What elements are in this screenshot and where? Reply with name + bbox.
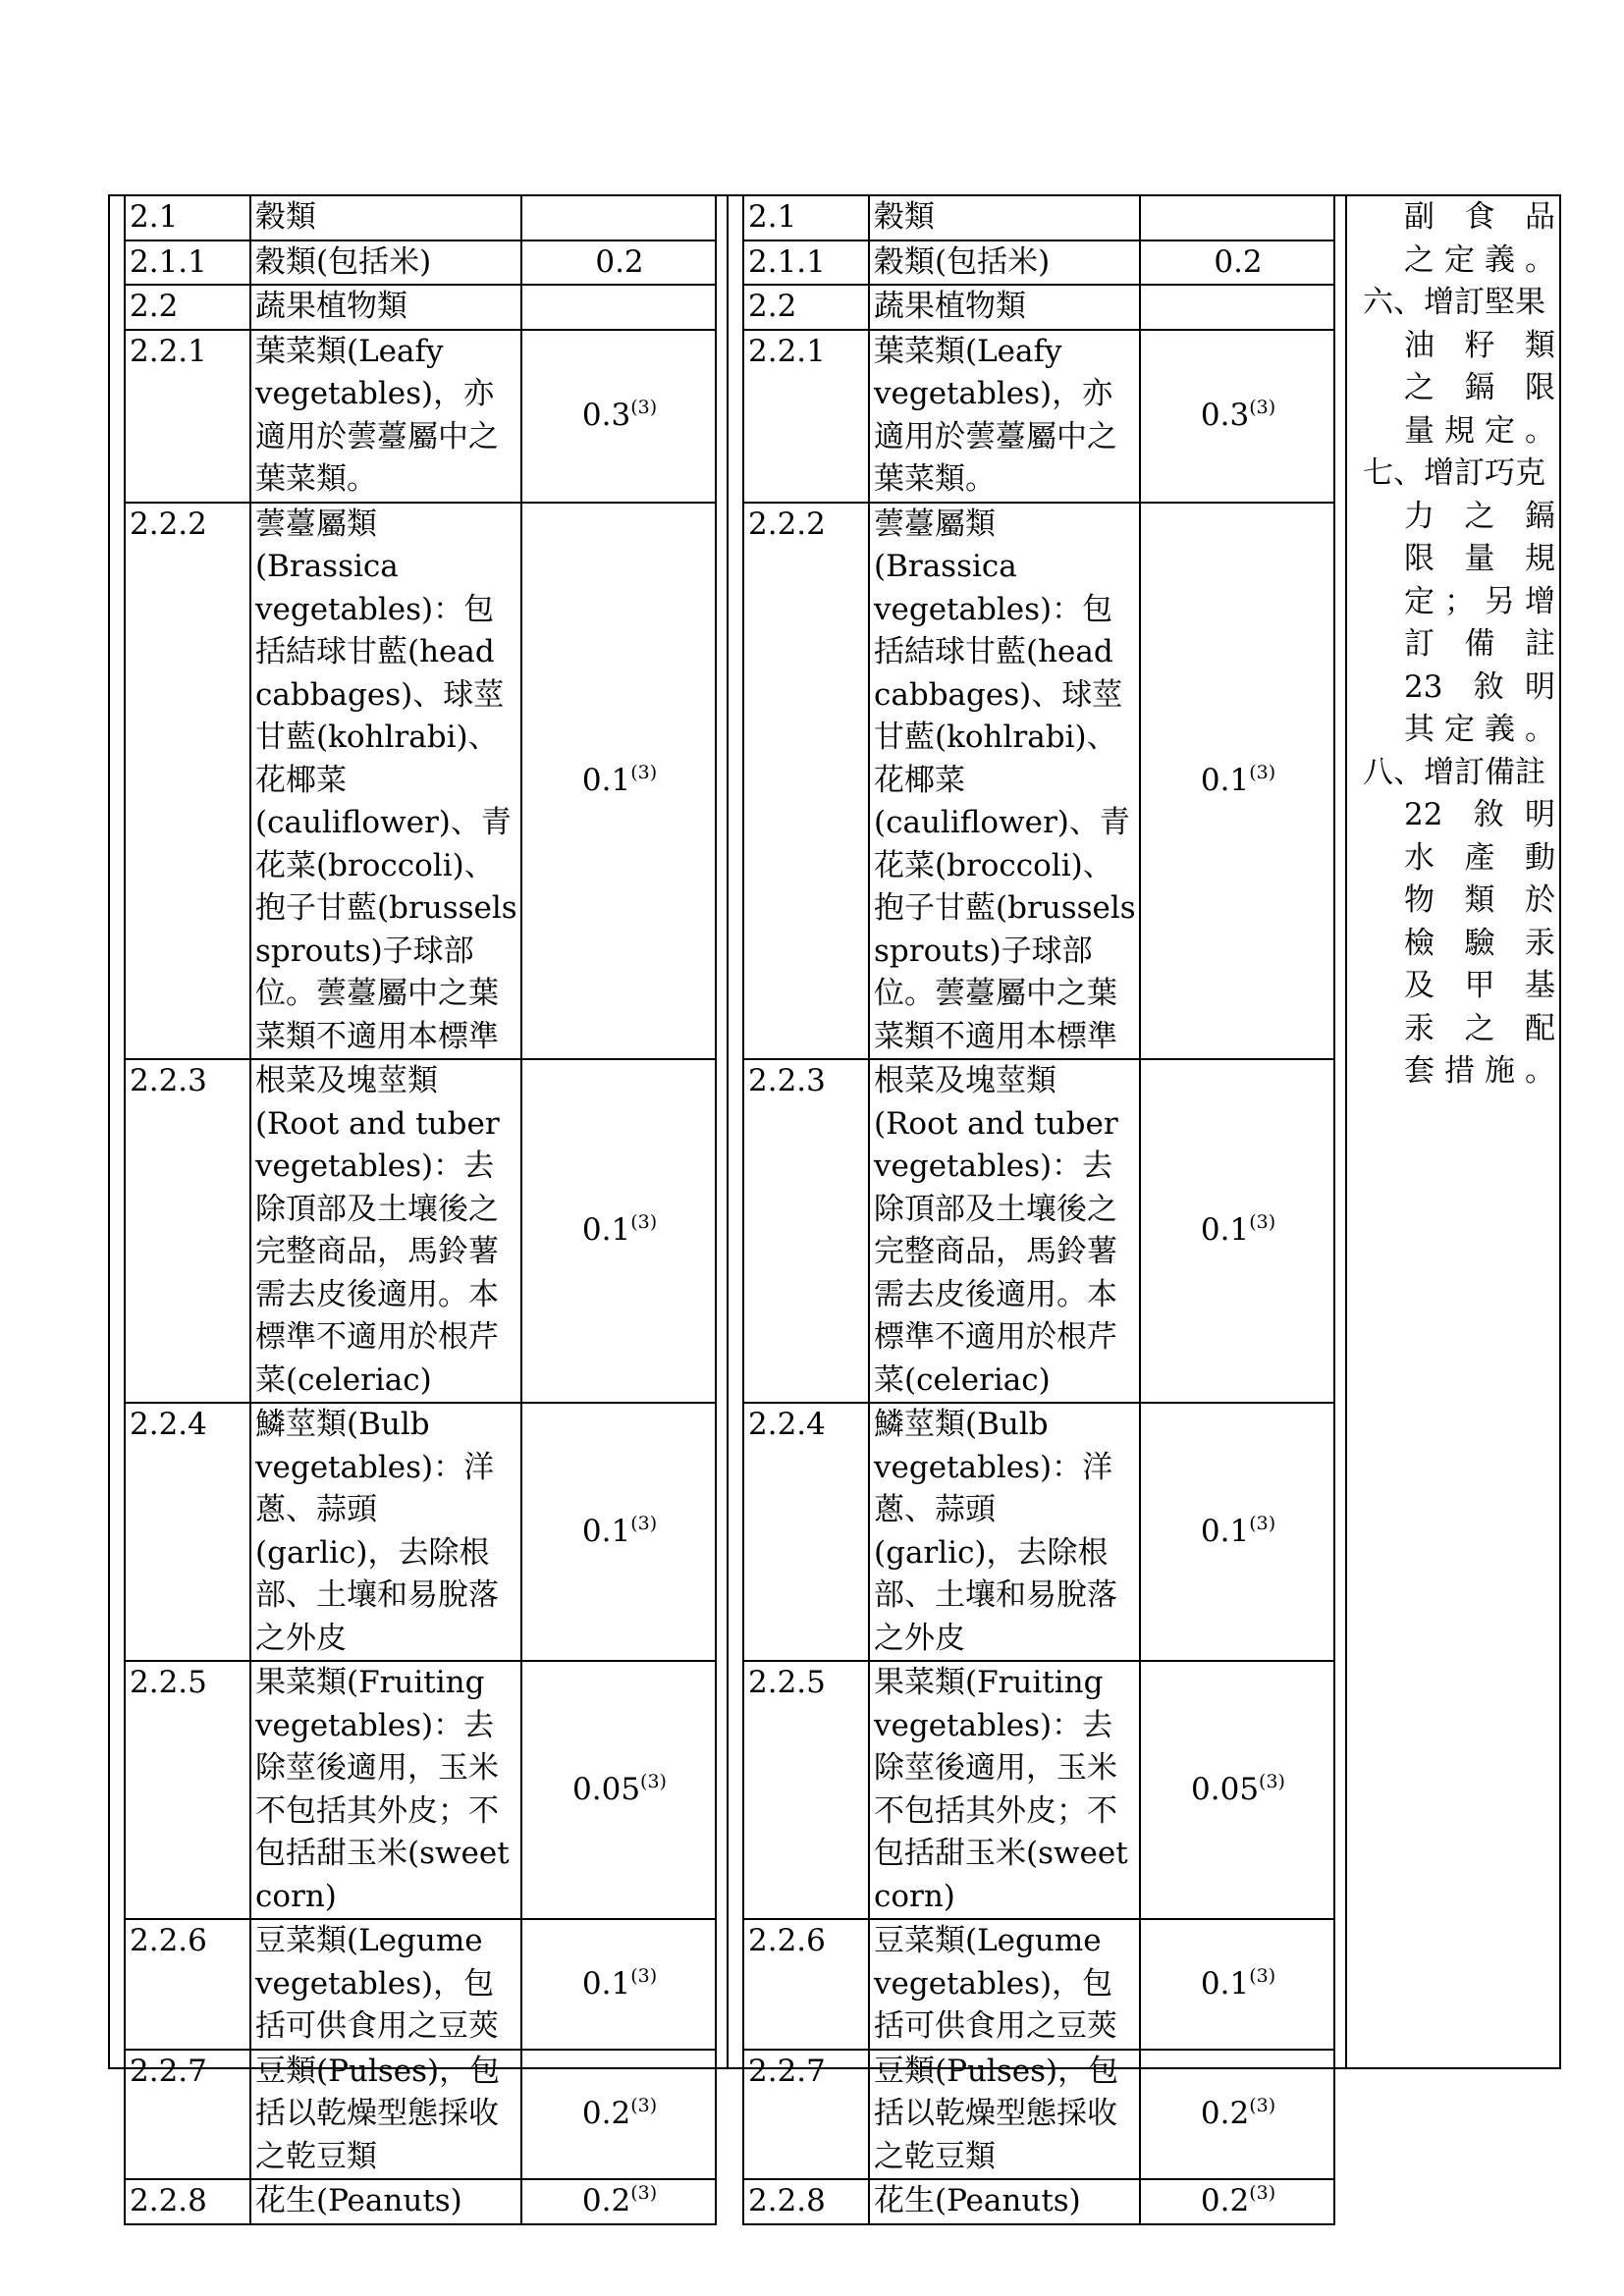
limit-number: 0.2 — [581, 2183, 631, 2218]
row-category: 豆菜類(Legume vegetables)，包括可供食用之豆莢 — [250, 1919, 521, 2050]
limit-number: 0.1 — [581, 1212, 631, 1249]
table-row — [743, 285, 1334, 330]
row-limit-value — [1140, 503, 1334, 1060]
footnote-ref: (3) — [630, 1964, 658, 1987]
limit-number: 0.2 — [1200, 2183, 1250, 2218]
footnote-ref: (3) — [630, 1211, 658, 1234]
limit-number: 0.2 — [595, 243, 644, 280]
row-category: 蔬果植物類 — [869, 285, 1140, 330]
row-category: 豆菜類(Legume vegetables)，包括可供食用之豆莢 — [869, 1919, 1140, 2050]
row-category: 花生(Peanuts) — [869, 2179, 1140, 2224]
note-line: 22 敘明 — [1404, 797, 1555, 832]
row-code: 2.2.3 — [743, 1059, 869, 1403]
note-item-8: 八、增訂備註 — [1363, 754, 1545, 790]
table-row — [125, 195, 716, 240]
note-line: 物類於 — [1404, 882, 1555, 918]
note-line: 力之鎘 — [1404, 498, 1555, 534]
limit-number: 0.3 — [1200, 397, 1250, 433]
row-category: 穀類(包括米) — [250, 240, 521, 286]
row-code: 2.2.7 — [125, 2050, 250, 2180]
row-category: 穀類(包括米) — [869, 240, 1140, 286]
table-row — [743, 2050, 1334, 2180]
note-line: 其定義。 — [1404, 712, 1555, 747]
row-category: 穀類 — [869, 195, 1140, 240]
table-row — [743, 2179, 1334, 2224]
table-row — [743, 330, 1334, 503]
footnote-ref: (3) — [630, 761, 658, 783]
row-code: 2.1.1 — [743, 240, 869, 286]
row-limit-value — [521, 1059, 716, 1403]
row-category: 根菜及塊莖類(Root and tuber vegetables)：去除頂部及土壤後之完整商品，馬鈴薯需去皮後適用。本標準不適用於根芹菜(celeriac) — [250, 1059, 521, 1403]
row-limit-value — [1140, 1919, 1334, 2050]
row-limit-value — [521, 503, 716, 1060]
row-limit-value — [521, 285, 716, 330]
limit-number: 0.1 — [581, 1513, 631, 1549]
row-code: 2.2 — [743, 285, 869, 330]
note-line: 汞之配 — [1404, 1010, 1555, 1046]
row-code: 2.2.8 — [125, 2179, 250, 2224]
row-code: 2.1.1 — [125, 240, 250, 286]
row-code: 2.2 — [125, 285, 250, 330]
amended-standard-table — [742, 194, 1335, 2225]
table-row — [125, 2050, 716, 2180]
row-category: 豆類(Pulses)，包括以乾燥型態採收之乾豆類 — [869, 2050, 1140, 2180]
row-limit-value — [521, 330, 716, 503]
row-code: 2.2.3 — [125, 1059, 250, 1403]
table-row — [743, 1919, 1334, 2050]
row-limit-value — [1140, 1059, 1334, 1403]
limit-number: 0.2 — [581, 2096, 631, 2131]
note-line: 及甲基 — [1404, 968, 1555, 1003]
footnote-ref: (3) — [1249, 396, 1276, 418]
row-code: 2.2.2 — [743, 503, 869, 1060]
row-category: 根菜及塊莖類(Root and tuber vegetables)：去除頂部及土壤後之完整商品，馬鈴薯需去皮後適用。本標準不適用於根芹菜(celeriac) — [869, 1059, 1140, 1403]
row-limit-value — [521, 2179, 716, 2224]
table-row — [743, 503, 1334, 1060]
footnote-ref: (3) — [1249, 1211, 1276, 1234]
amendment-notes — [1345, 196, 1561, 2067]
row-code: 2.2.4 — [743, 1403, 869, 1661]
note-line: 套措施。 — [1404, 1053, 1555, 1089]
limit-number: 0.1 — [1200, 1212, 1250, 1249]
row-limit-value — [521, 1403, 716, 1661]
row-limit-value — [1140, 2050, 1334, 2180]
row-category: 鱗莖類(Bulb vegetables)：洋蔥、蒜頭(garlic)，去除根部、土壤和易脫落之外皮 — [250, 1403, 521, 1661]
row-code: 2.2.5 — [743, 1661, 869, 1919]
limit-number: 0.1 — [1200, 1965, 1250, 2002]
row-category: 穀類 — [250, 195, 521, 240]
row-category: 果菜類(Fruiting vegetables)：去除莖後適用，玉米不包括其外皮；不包括甜玉米(sweet corn) — [250, 1661, 521, 1919]
table-row — [743, 1661, 1334, 1919]
note-line: 油籽類 — [1404, 327, 1555, 363]
note-line: 限量規 — [1404, 541, 1555, 576]
row-limit-value — [521, 1661, 716, 1919]
row-code: 2.2.5 — [125, 1661, 250, 1919]
note-line: 之鎘限 — [1404, 370, 1555, 405]
row-category: 葉菜類(Leafy vegetables)，亦適用於蕓薹屬中之葉菜類。 — [250, 330, 521, 503]
row-limit-value — [521, 2050, 716, 2180]
row-code: 2.2.7 — [743, 2050, 869, 2180]
note-line: 訂備註 — [1404, 626, 1555, 662]
row-code: 2.2.2 — [125, 503, 250, 1060]
limit-number: 0.1 — [581, 1965, 631, 2002]
footnote-ref: (3) — [630, 396, 658, 418]
row-code: 2.2.1 — [125, 330, 250, 503]
table-row — [743, 1059, 1334, 1403]
footnote-ref: (3) — [1249, 761, 1276, 783]
row-code: 2.2.8 — [743, 2179, 869, 2224]
table-row — [125, 285, 716, 330]
row-category: 蔬果植物類 — [250, 285, 521, 330]
current-standard-table — [124, 194, 717, 2225]
footnote-ref: (3) — [630, 1512, 658, 1534]
row-limit-value — [1140, 1403, 1334, 1661]
row-limit-value — [1140, 2179, 1334, 2224]
note-line: 23 敘明 — [1404, 668, 1555, 705]
row-category: 花生(Peanuts) — [250, 2179, 521, 2224]
limit-number: 0.05 — [1191, 1771, 1260, 1807]
limit-number: 0.1 — [1200, 762, 1250, 798]
row-code: 2.2.1 — [743, 330, 869, 503]
table-row — [743, 1403, 1334, 1661]
limit-number: 0.3 — [581, 397, 631, 433]
row-category: 葉菜類(Leafy vegetables)，亦適用於蕓薹屬中之葉菜類。 — [869, 330, 1140, 503]
row-code: 2.2.6 — [125, 1919, 250, 2050]
footnote-ref: (3) — [1249, 1964, 1276, 1987]
row-limit-value — [521, 240, 716, 286]
table-row — [125, 1059, 716, 1403]
footnote-ref: (3) — [630, 2095, 658, 2116]
note-line: 之定義。 — [1404, 241, 1555, 278]
row-limit-value — [1140, 330, 1334, 503]
footnote-ref: (3) — [630, 2182, 658, 2204]
row-limit-value — [1140, 285, 1334, 330]
row-code: 2.2.6 — [743, 1919, 869, 2050]
row-category: 豆類(Pulses)，包括以乾燥型態採收之乾豆類 — [250, 2050, 521, 2180]
row-limit-value — [521, 1919, 716, 2050]
table-row — [743, 195, 1334, 240]
note-line: 定；另增 — [1404, 583, 1555, 619]
limit-number: 0.05 — [572, 1771, 641, 1807]
row-category: 果菜類(Fruiting vegetables)：去除莖後適用，玉米不包括其外皮；不包括甜玉米(sweet corn) — [869, 1661, 1140, 1919]
footnote-ref: (3) — [1259, 1770, 1285, 1792]
note-item-6: 六、增訂堅果 — [1363, 285, 1545, 320]
table-row — [125, 2179, 716, 2224]
footnote-ref: (3) — [1249, 1512, 1276, 1534]
row-code: 2.1 — [125, 195, 250, 240]
table-row — [125, 330, 716, 503]
row-limit-value — [1140, 195, 1334, 240]
row-category: 蕓薹屬類(Brassica vegetables)：包括結球甘藍(head cabbages)、球莖甘藍(kohlrabi)、花椰菜(cauliflower)、青花菜(broccoli)、抱子甘藍(brussels sprouts)子球部位。蕓薹屬中之葉菜類不適用本標準 — [250, 503, 521, 1060]
row-category: 鱗莖類(Bulb vegetables)：洋蔥、蒜頭(garlic)，去除根部、土壤和易脫落之外皮 — [869, 1403, 1140, 1661]
limit-number: 0.1 — [581, 762, 631, 798]
footnote-ref: (3) — [1249, 2182, 1276, 2204]
table-row — [743, 240, 1334, 286]
table-row — [125, 240, 716, 286]
row-limit-value — [521, 195, 716, 240]
note-item-7: 七、增訂巧克 — [1363, 455, 1545, 491]
note-line: 檢驗汞 — [1404, 925, 1555, 961]
row-limit-value — [1140, 1661, 1334, 1919]
limit-number: 0.1 — [1200, 1513, 1250, 1549]
note-line: 水產動 — [1404, 839, 1555, 876]
table-row — [125, 1403, 716, 1661]
row-code: 2.2.4 — [125, 1403, 250, 1661]
table-row — [125, 1919, 716, 2050]
table-row — [125, 503, 716, 1060]
row-category: 蕓薹屬類(Brassica vegetables)：包括結球甘藍(head cabbages)、球莖甘藍(kohlrabi)、花椰菜(cauliflower)、青花菜(broccoli)、抱子甘藍(brussels sprouts)子球部位。蕓薹屬中之葉菜類不適用本標準 — [869, 503, 1140, 1060]
row-code: 2.1 — [743, 195, 869, 240]
footnote-ref: (3) — [640, 1770, 667, 1792]
note-line: 量規定。 — [1404, 412, 1555, 449]
row-limit-value — [1140, 240, 1334, 286]
column-divider — [727, 194, 729, 2069]
limit-number: 0.2 — [1214, 243, 1263, 280]
note-line: 副食品 — [1404, 199, 1555, 235]
limit-number: 0.2 — [1200, 2096, 1250, 2131]
footnote-ref: (3) — [1249, 2095, 1276, 2116]
table-row — [125, 1661, 716, 1919]
